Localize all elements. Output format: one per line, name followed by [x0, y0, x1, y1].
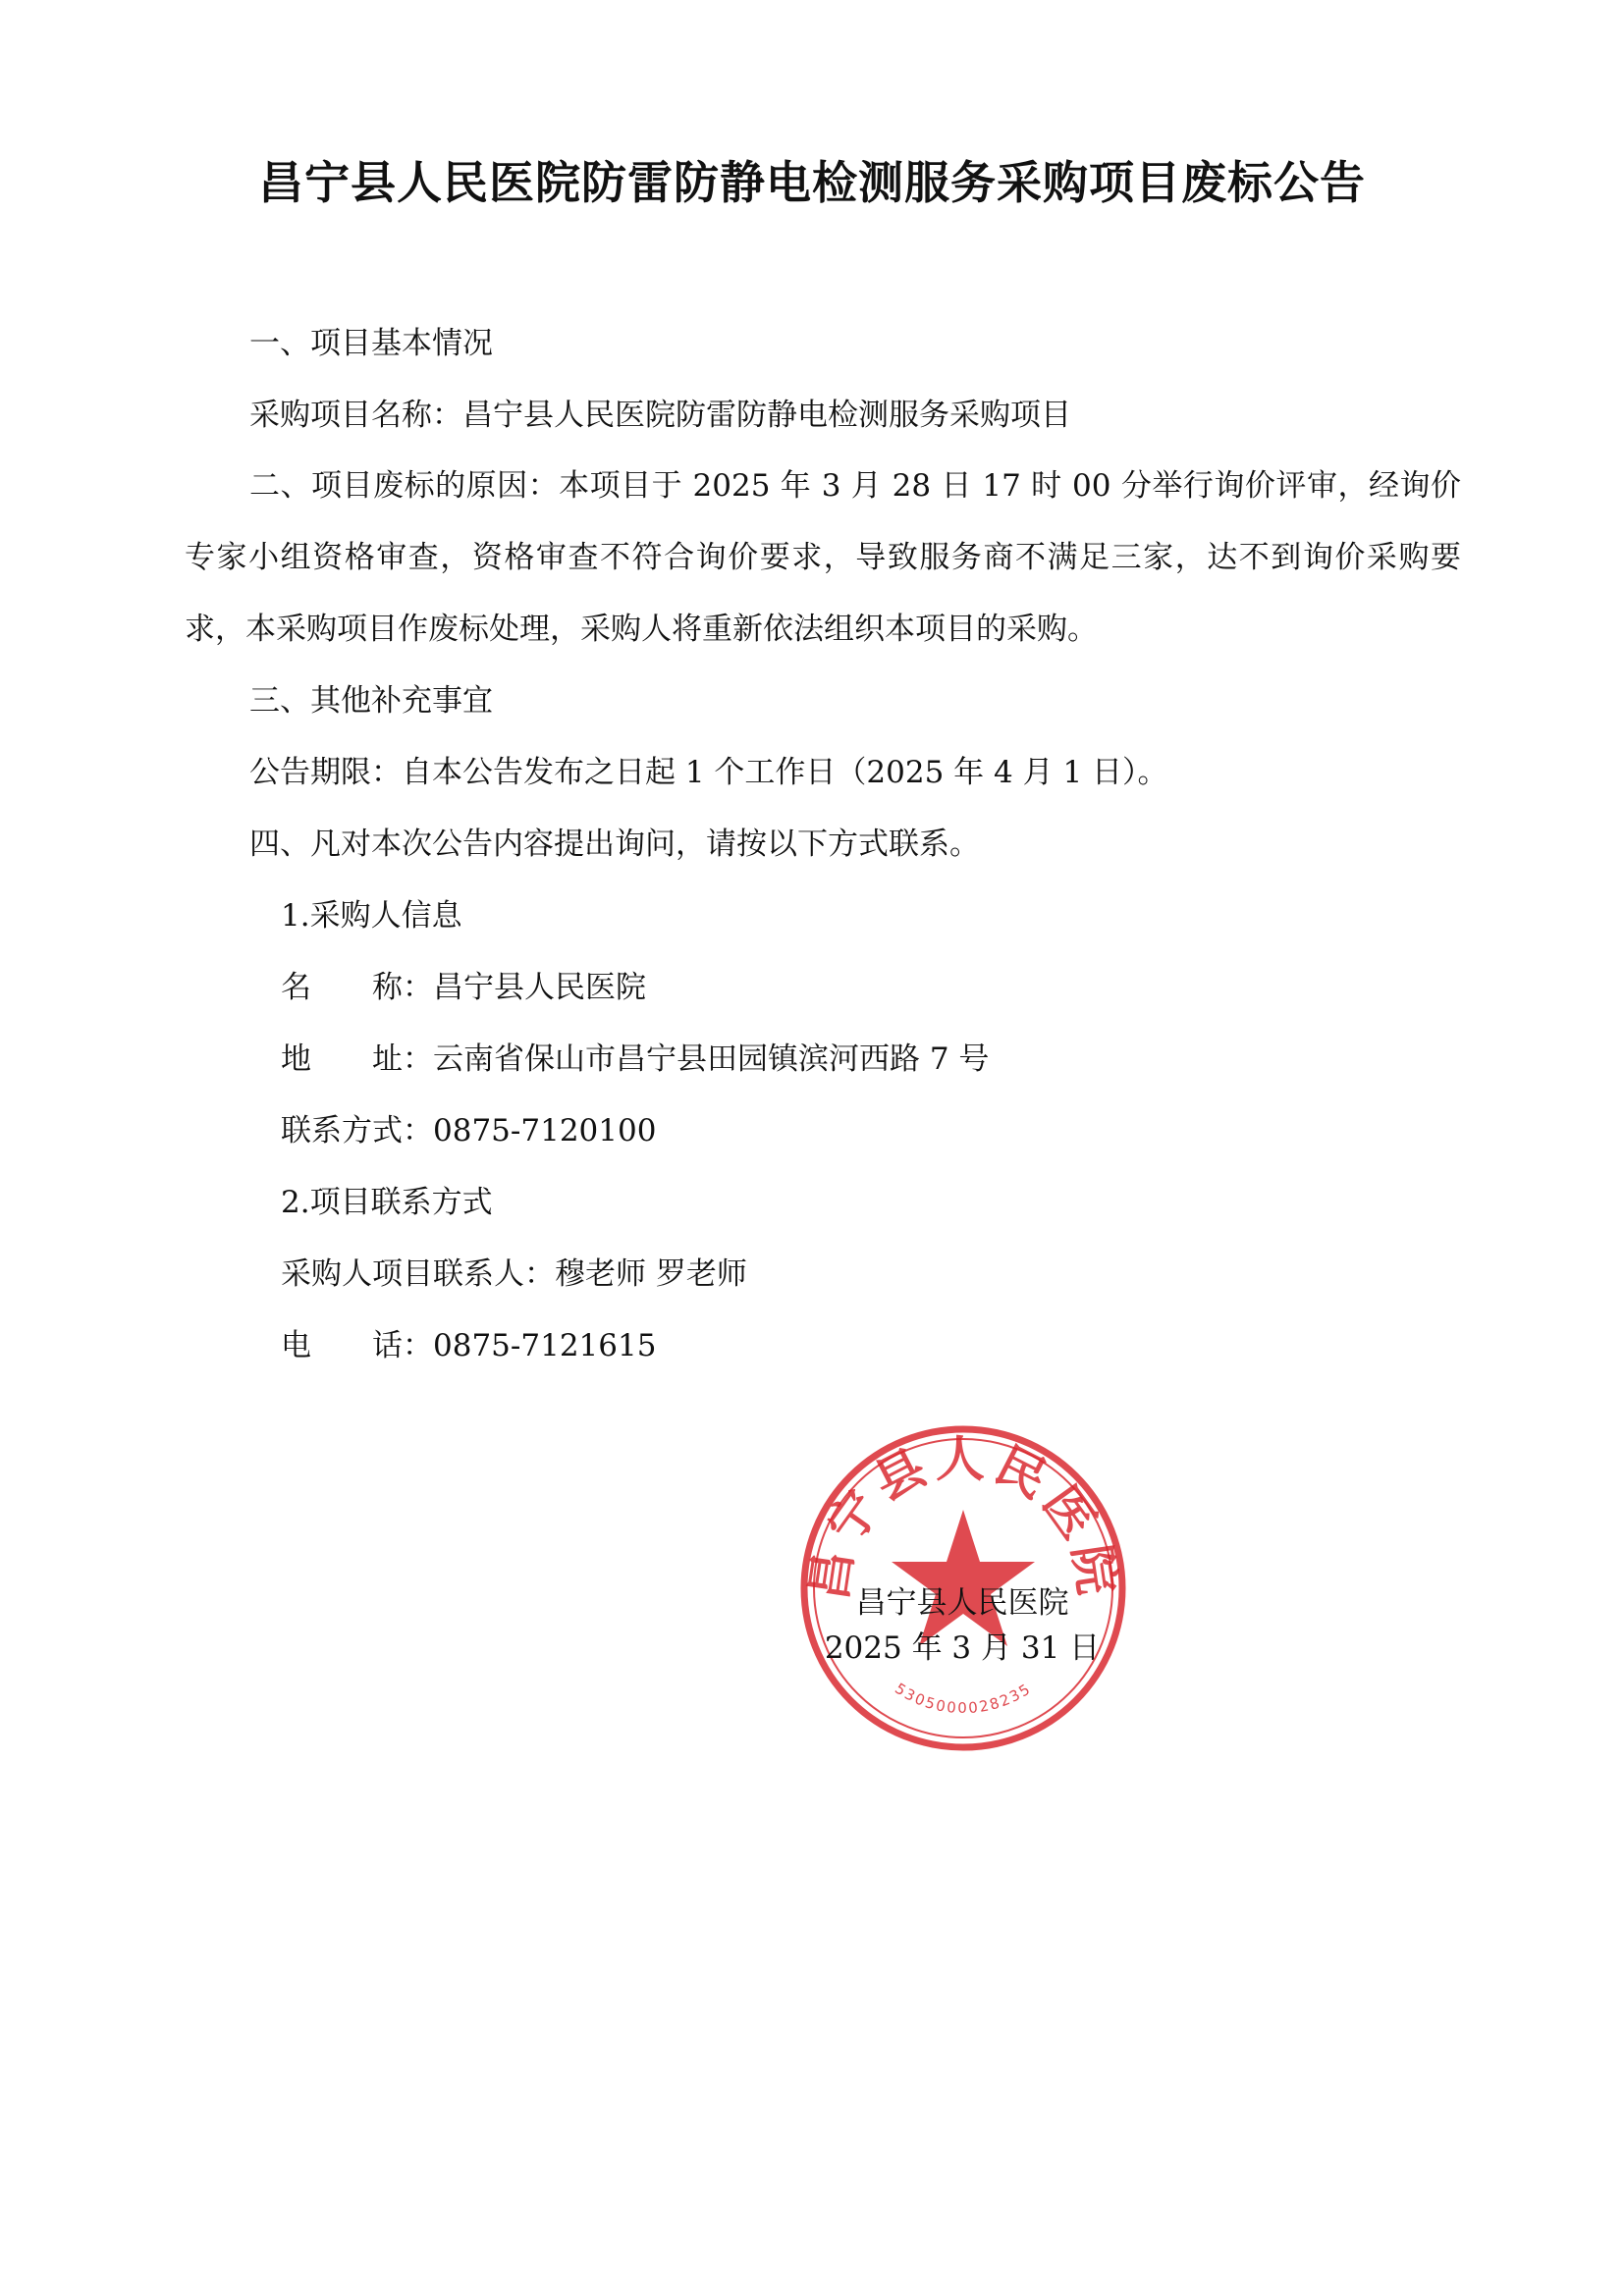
- section-3-heading: 三、其他补充事宜: [249, 683, 493, 719]
- purchaser-info-heading: 1.采购人信息: [281, 898, 462, 934]
- project-name-line: [249, 396, 1071, 435]
- project-name-label: 采购项目名称：: [249, 398, 462, 433]
- project-phone-line: [281, 1326, 656, 1365]
- page-title: 昌宁县人民医院防雷防静电检测服务采购项目废标公告: [258, 156, 1366, 209]
- project-phone-value: 0875-7121615: [433, 1328, 657, 1363]
- announcement-period: 公告期限：自本公告发布之日起 1 个工作日（2025 年 4 月 1 日）。: [249, 755, 1168, 790]
- section-1-heading: 一、项目基本情况: [249, 326, 493, 361]
- purchaser-name-label: 名 称：: [281, 970, 433, 1005]
- purchaser-address-value: 云南省保山市昌宁县田园镇滨河西路 7 号: [433, 1041, 990, 1077]
- project-phone-label: 电 话：: [281, 1328, 433, 1363]
- seal-arc-textpath: 昌宁县人民医院: [799, 1430, 1127, 1604]
- project-contact-heading: 2.项目联系方式: [281, 1185, 493, 1220]
- seal-code-textpath: 5305000028235: [892, 1680, 1035, 1718]
- purchaser-address-label: 地 址：: [281, 1041, 433, 1077]
- project-name-value: 昌宁县人民医院防雷防静电检测服务采购项目: [462, 398, 1071, 433]
- section-2-paragraph: 二、项目废标的原因：本项目于 2025 年 3 月 28 日 17 时 00 分举行询价评审，经询价专家小组资格审查，资格审查不符合询价要求，导致服务商不满足三家，达不到询价采购要求，本采购项目作废标处理，采购人将重新依法组织本项目的采购。: [185, 468, 1461, 647]
- purchaser-contact-line: [281, 1111, 656, 1150]
- seal-code-text: [892, 1680, 1034, 1717]
- purchaser-name-value: 昌宁县人民医院: [433, 970, 646, 1005]
- section-4-heading: 四、凡对本次公告内容提出询问，请按以下方式联系。: [249, 827, 980, 862]
- signature-date: 2025 年 3 月 31 日: [824, 1630, 1101, 1666]
- signature-org: 昌宁县人民医院: [855, 1585, 1069, 1621]
- purchaser-address-line: [281, 1040, 989, 1079]
- star-icon: [892, 1510, 1035, 1646]
- purchaser-contact-value: 0875-7120100: [433, 1113, 657, 1148]
- purchaser-name-line: [281, 968, 646, 1007]
- purchaser-contact-label: 联系方式：: [281, 1113, 433, 1148]
- project-contact-persons: 采购人项目联系人：穆老师 罗老师: [281, 1256, 747, 1292]
